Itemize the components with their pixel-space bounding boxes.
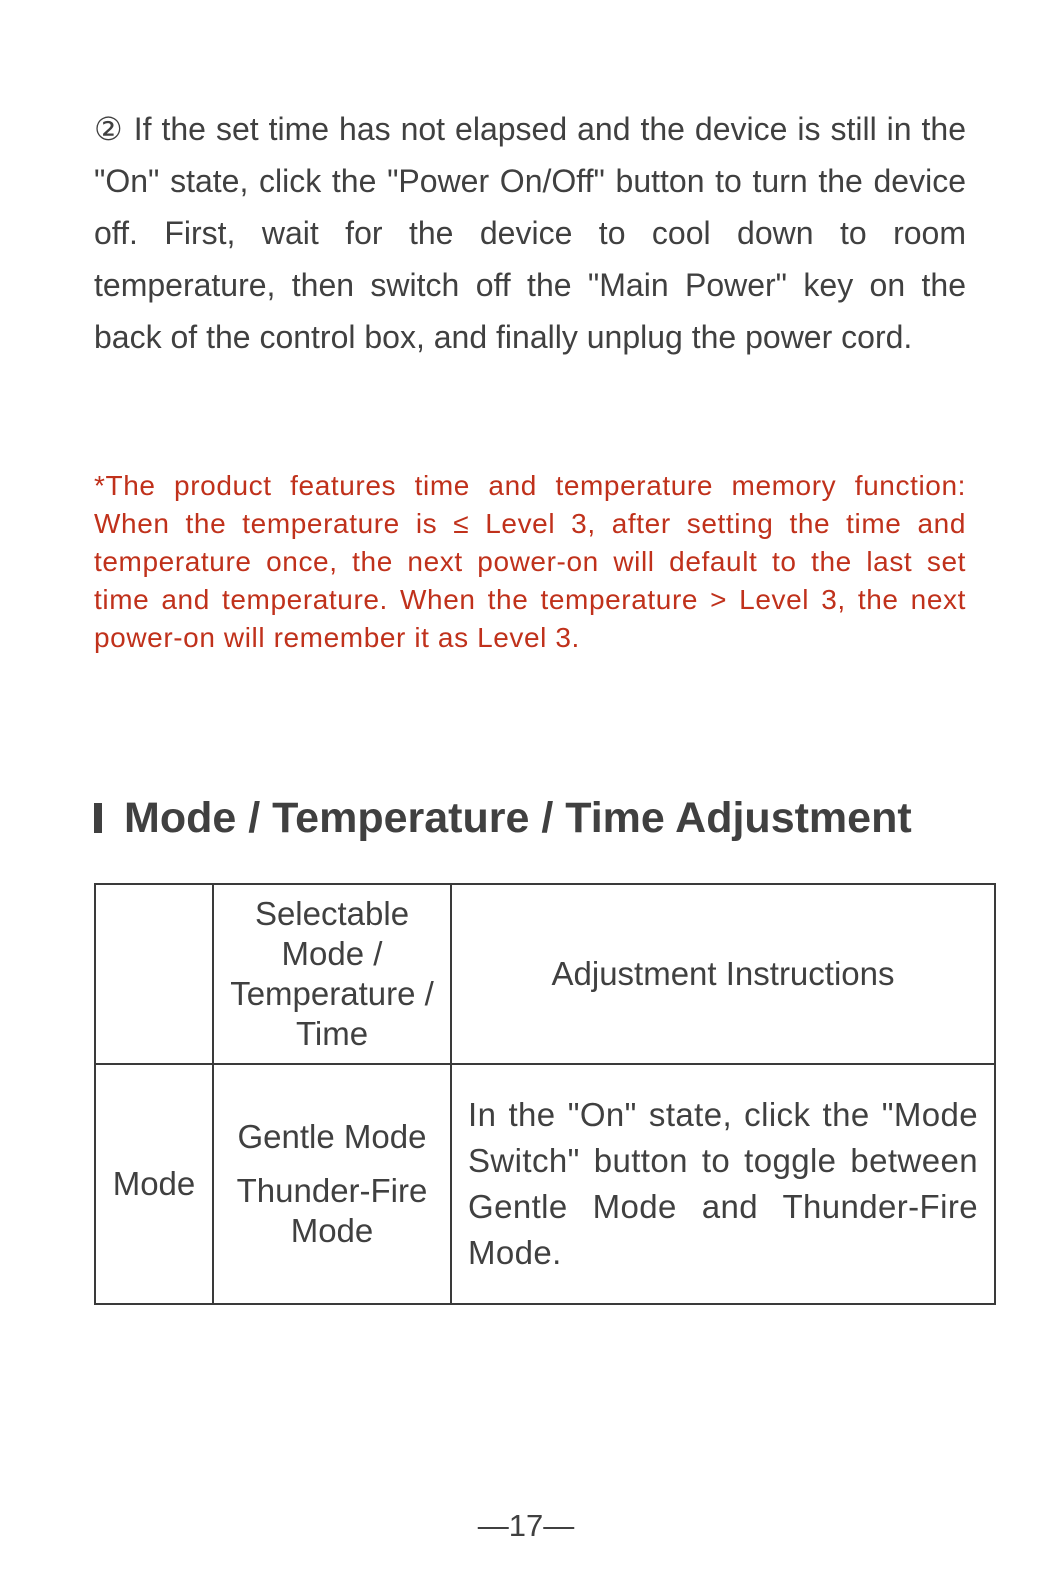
header-line: Mode / [281, 935, 383, 972]
header-line: Time [295, 1015, 369, 1052]
header-line: Selectable [254, 895, 410, 932]
header-cell-empty [95, 884, 213, 1064]
memory-function-note: *The product features time and temperature memory function: When the temperature is ≤ Level 3, after setting the time and temperature once, the next power-on will default to the last set time and temperature. When the temperature > Level 3, the next power-on will remember it as Level 3. [94, 470, 966, 653]
option-gentle-mode: Gentle Mode [237, 1118, 427, 1155]
adjustment-table [94, 883, 996, 1305]
header-cell-selectable [213, 884, 451, 1064]
mode-instruction-cell: In the "On" state, click the "Mode Switch" button to toggle between Gentle Mode and Thunder-Fire Mode. [451, 1064, 995, 1304]
mode-options-cell [213, 1064, 451, 1304]
header-line: Temperature / [230, 975, 434, 1012]
section-title: Mode / Temperature / Time Adjustment [124, 793, 912, 842]
section-heading [94, 792, 912, 844]
table-header-row [95, 884, 995, 1064]
row-label-mode: Mode [95, 1064, 213, 1304]
option-thunder-fire-line: Mode [290, 1212, 374, 1249]
instruction-paragraph: ② If the set time has not elapsed and the device is still in the "On" state, click the "Power On/Off" button to turn the device off. First, wait for the device to cool down to room temperature, then switch off the "Main Power" key on the back of the control box, and finally unplug the power cord. [94, 111, 966, 355]
heading-bar-marker [94, 803, 102, 833]
page-number: —17— [477, 1508, 575, 1543]
option-thunder-fire-line: Thunder-Fire [236, 1172, 428, 1209]
header-cell-instructions: Adjustment Instructions [451, 884, 995, 1064]
table-row [95, 1064, 995, 1304]
